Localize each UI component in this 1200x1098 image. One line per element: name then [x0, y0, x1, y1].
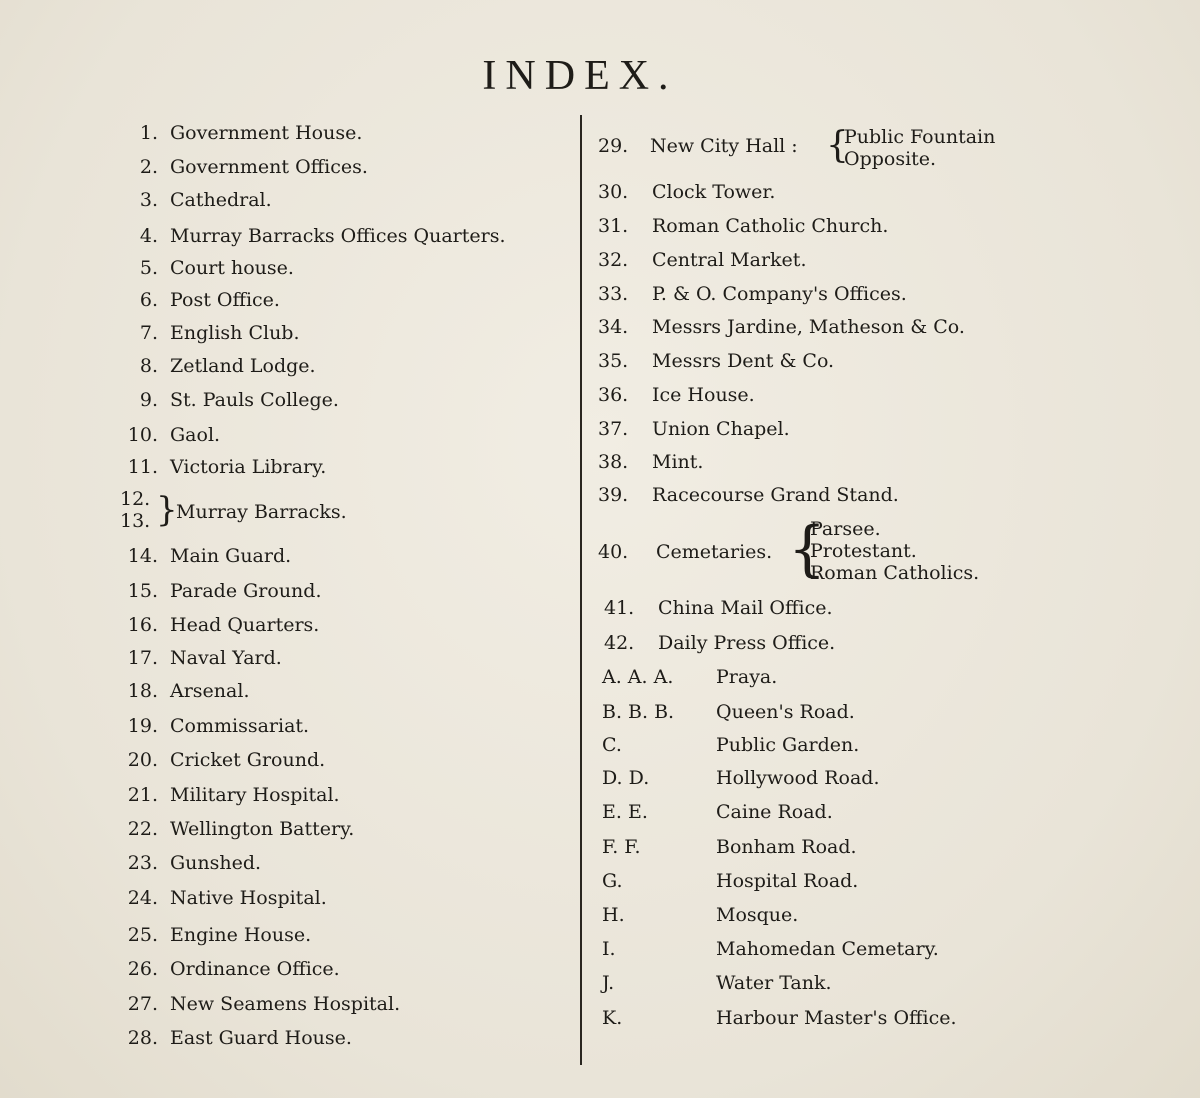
entry-label: Head Quarters.	[170, 614, 320, 636]
entry-number: 23.	[127, 852, 158, 874]
entry-label: Ice House.	[652, 384, 755, 406]
entry-number: 38.	[598, 451, 629, 473]
entry-label: Cathedral.	[170, 189, 272, 211]
entry-label: Racecourse Grand Stand.	[652, 484, 899, 506]
entry-label: Messrs Dent & Co.	[652, 350, 835, 372]
entry-number: 7.	[139, 322, 158, 344]
entry-label: Cricket Ground.	[170, 749, 326, 771]
entry-number: 14.	[127, 545, 158, 567]
entry-label: Murray Barracks.	[176, 501, 347, 523]
entry-label: Main Guard.	[170, 545, 292, 567]
entry-label: Messrs Jardine, Matheson & Co.	[652, 316, 965, 338]
entry-label: Water Tank.	[716, 972, 832, 994]
entry-number: 1.	[139, 122, 158, 144]
entry-number: 27.	[127, 993, 158, 1015]
entry-label: Daily Press Office.	[658, 632, 836, 654]
entry-sublabel: Parsee.	[810, 518, 881, 540]
entry-label: Public Garden.	[716, 734, 860, 756]
entry-label: Victoria Library.	[170, 456, 327, 478]
entry-number: 25.	[127, 924, 158, 946]
entry-label: Hollywood Road.	[716, 767, 880, 789]
entry-label: New Seamens Hospital.	[170, 993, 401, 1015]
entry-label: English Club.	[170, 322, 300, 344]
entry-label: East Guard House.	[170, 1027, 352, 1049]
entry-label: Wellington Battery.	[170, 818, 355, 840]
entry-label: Engine House.	[170, 924, 312, 946]
entry-label: Ordinance Office.	[170, 958, 340, 980]
page-title: INDEX.	[482, 53, 678, 99]
entry-number: 5.	[139, 257, 158, 279]
entry-number: 16.	[127, 614, 158, 636]
entry-label: Arsenal.	[170, 680, 250, 702]
entry-label: Military Hospital.	[170, 784, 340, 806]
entry-label: Hospital Road.	[716, 870, 859, 892]
entry-number: 18.	[127, 680, 158, 702]
entry-number: 40.	[598, 541, 629, 563]
column-divider	[580, 115, 582, 1065]
entry-label: Mint.	[652, 451, 704, 473]
entry-number: D. D.	[602, 767, 650, 789]
entry-number: 6.	[139, 289, 158, 311]
entry-number: 33.	[598, 283, 629, 305]
entry-label: Mahomedan Cemetary.	[716, 938, 939, 960]
entry-label: Zetland Lodge.	[170, 355, 316, 377]
entry-label: Government Offices.	[170, 156, 368, 178]
brace-symbol: }	[156, 490, 178, 530]
entry-sublabel: Opposite.	[844, 148, 937, 170]
entry-number: 26.	[127, 958, 158, 980]
entry-number: E. E.	[602, 801, 648, 823]
entry-number: C.	[602, 734, 622, 756]
entry-number: 32.	[598, 249, 629, 271]
entry-sublabel: Roman Catholics.	[810, 562, 980, 584]
entry-number: I.	[602, 938, 616, 960]
entry-number: 24.	[127, 887, 158, 909]
entry-number: 11.	[127, 456, 158, 478]
entry-label: Praya.	[716, 666, 778, 688]
entry-number: 36.	[598, 384, 629, 406]
entry-number: 28.	[127, 1027, 158, 1049]
entry-number: 22.	[127, 818, 158, 840]
brace-symbol: {	[788, 514, 827, 584]
entry-number: 4.	[139, 225, 158, 247]
entry-number: J.	[602, 972, 615, 994]
entry-number: 37.	[598, 418, 629, 440]
entry-label: P. & O. Company's Offices.	[652, 283, 907, 305]
entry-number: 2.	[139, 156, 158, 178]
entry-number: K.	[602, 1007, 623, 1029]
entry-number: 35.	[598, 350, 629, 372]
entry-number: 10.	[127, 424, 158, 446]
entry-number: 31.	[598, 215, 629, 237]
entry-label: Government House.	[170, 122, 363, 144]
entry-label: Union Chapel.	[652, 418, 790, 440]
entry-number: 29.	[598, 135, 629, 157]
entry-label: Murray Barracks Offices Quarters.	[170, 225, 506, 247]
index-entry-29	[598, 124, 1098, 174]
entry-number: H.	[602, 904, 625, 926]
entry-number: B. B. B.	[602, 701, 675, 723]
entry-label: New City Hall :	[650, 135, 798, 157]
entry-label: Native Hospital.	[170, 887, 327, 909]
entry-label: Clock Tower.	[652, 181, 776, 203]
brace-symbol: {	[826, 125, 849, 166]
entry-number: 39.	[598, 484, 629, 506]
entry-number: 42.	[604, 632, 635, 654]
entry-label: Mosque.	[716, 904, 799, 926]
entry-label: Bonham Road.	[716, 836, 857, 858]
entry-label: Parade Ground.	[170, 580, 322, 602]
entry-number: G.	[602, 870, 623, 892]
entry-number: 20.	[127, 749, 158, 771]
entry-number: 19.	[127, 715, 158, 737]
entry-number: 8.	[139, 355, 158, 377]
index-entry-40	[598, 514, 1098, 590]
entry-number: 21.	[127, 784, 158, 806]
entry-label: Court house.	[170, 257, 294, 279]
entry-number: 9.	[139, 389, 158, 411]
entry-label: China Mail Office.	[658, 597, 833, 619]
entry-sublabel: Public Fountain	[844, 126, 996, 148]
entry-number: 3.	[139, 189, 158, 211]
entry-label: Gaol.	[170, 424, 221, 446]
entry-number: 12.	[120, 488, 151, 510]
entry-number: 17.	[127, 647, 158, 669]
entry-sublabel: Protestant.	[810, 540, 917, 562]
entry-number: 15.	[127, 580, 158, 602]
entry-number: 41.	[604, 597, 635, 619]
entry-label: Gunshed.	[170, 852, 262, 874]
entry-number: 30.	[598, 181, 629, 203]
entry-number: 13.	[120, 510, 151, 532]
entry-label: Caine Road.	[716, 801, 833, 823]
entry-label: Post Office.	[170, 289, 280, 311]
index-entry-murray-barracks	[100, 488, 400, 538]
entry-label: Central Market.	[652, 249, 807, 271]
entry-label: St. Pauls College.	[170, 389, 339, 411]
entry-number: A. A. A.	[602, 666, 674, 688]
entry-label: Roman Catholic Church.	[652, 215, 889, 237]
entry-label: Harbour Master's Office.	[716, 1007, 957, 1029]
entry-label: Queen's Road.	[716, 701, 855, 723]
entry-label: Naval Yard.	[170, 647, 282, 669]
entry-label: Commissariat.	[170, 715, 310, 737]
entry-number: 34.	[598, 316, 629, 338]
entry-number: F. F.	[602, 836, 641, 858]
entry-label: Cemetaries.	[656, 541, 773, 563]
